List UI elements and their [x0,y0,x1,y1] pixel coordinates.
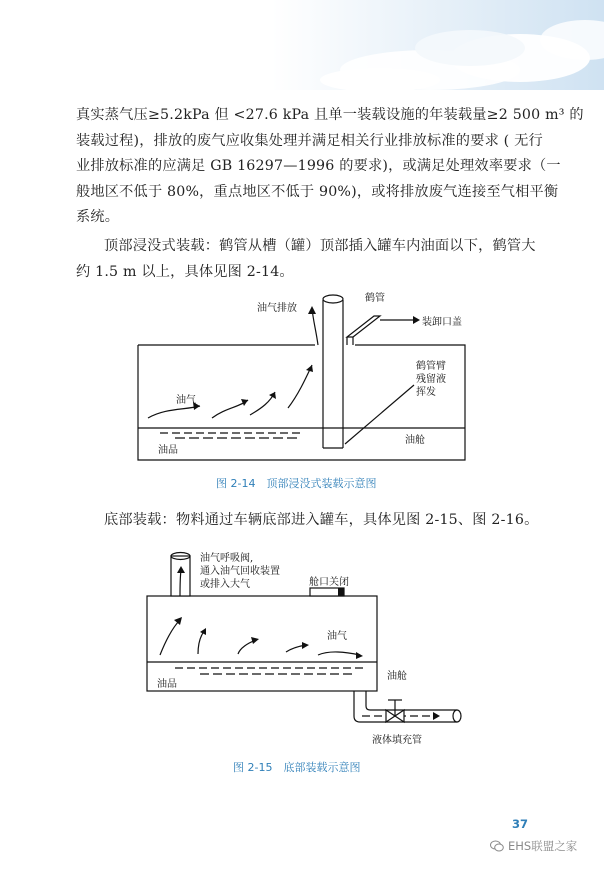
label-hatch-closed: 舱口关闭 [309,577,349,588]
label-crane-pipe: 鹤管 [365,293,385,304]
label-fill-pipe: 液体填充管 [372,735,422,746]
text-line: 约 1.5 m 以上，具体见图 2-14。 [76,263,294,280]
label-vapor: 油气 [327,631,347,642]
page-number: 37 [512,817,529,831]
label-arm-line1: 鹤管臂 [416,361,446,372]
text-line: 般地区不低于 80%，重点地区不低于 90%)，或将排放废气连接至气相平衡 [76,183,559,200]
text-line: 业排放标准的应满足 GB 16297—1996 的要求)，或满足处理效率要求（一 [76,158,561,174]
label-tank: 油舱 [387,671,407,682]
label-unload-cover: 装卸口盖 [422,317,462,328]
label-product: 油品 [158,445,178,456]
label-breather-line1: 油气呼吸阀, [200,553,254,564]
label-breather-line2: 通入油气回收装置 [200,566,280,577]
label-breather-line3: 或排入大气 [200,579,250,590]
figure-2-15-caption: 图 2-15 底部装载示意图 [233,761,361,774]
text-line: 底部装载：物料通过车辆底部进入罐车，具体见图 2-15、图 2-16。 [104,512,539,528]
label-vapor-discharge: 油气排放 [257,303,297,314]
label-vapor: 油气 [176,395,196,406]
label-arm-line3: 挥发 [416,387,436,398]
label-arm-line2: 残留液 [416,374,446,385]
tank-outline [147,596,377,691]
text-line: 顶部浸没式装载：鹤管从槽（罐）顶部插入罐车内油面以下，鹤管大 [104,238,536,254]
text-line: 真实蒸气压≥5.2kPa 但 <27.6 kPa 且单一装载设施的年装载量≥2 500 m³ 的 [76,107,584,123]
watermark [490,838,577,854]
figure-2-14-caption: 图 2-14 顶部浸没式装载示意图 [216,477,377,490]
wechat-icon [490,840,504,852]
watermark-text: EHS联盟之家 [508,839,578,853]
text-line: 装载过程)，排放的废气应收集处理并满足相关行业排放标准的要求 ( 无行 [76,132,543,149]
text-line: 系统。 [76,209,120,225]
label-product: 油品 [157,679,177,690]
label-tank: 油舱 [405,435,425,446]
